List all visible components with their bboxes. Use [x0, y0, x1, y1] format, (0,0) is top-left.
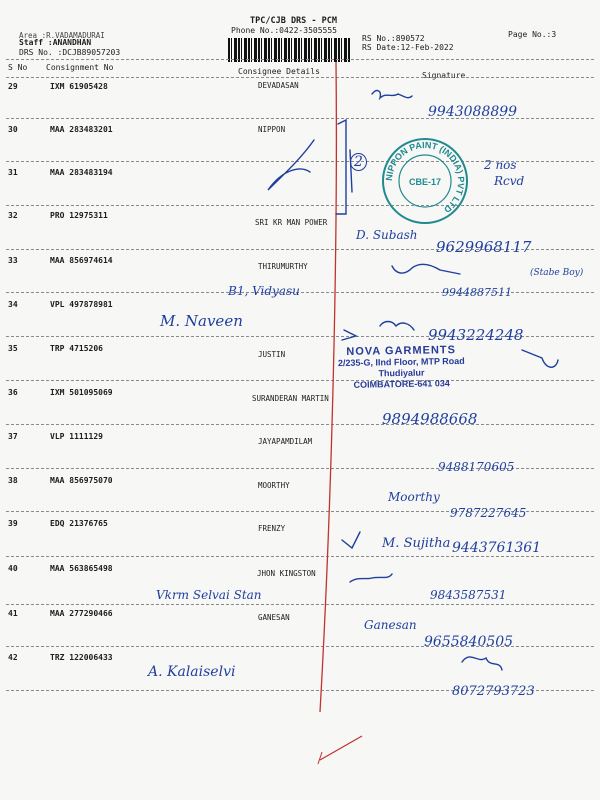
handwritten-phone: 9629968117: [436, 238, 532, 256]
row-39-consignee: FRENZY: [258, 524, 286, 533]
row-37-consignee: JAYAPAMDILAM: [258, 437, 313, 446]
row-42-sno: 42: [8, 653, 18, 662]
nippon-stamp: [380, 136, 470, 226]
handwritten-phone: 9787227645: [450, 506, 527, 520]
handwritten-name: Vkrm Selvai Stan: [156, 588, 262, 602]
row-34-sno: 34: [8, 300, 18, 309]
row-41-consignee: GANESAN: [258, 613, 290, 622]
row-29-sno: 29: [8, 82, 18, 91]
row-38-consignee: MOORTHY: [258, 481, 290, 490]
handwritten-phone: 9488170605: [438, 460, 515, 474]
row-32-consignee: SRI KR MAN POWER: [255, 218, 328, 227]
row-29-consignee: DEVADASAN: [258, 81, 299, 90]
staff-label: Staff :ANANDHAN: [19, 38, 92, 47]
col-signature: Signature: [422, 71, 466, 80]
handwritten-name: B1, Vidyasu: [228, 284, 300, 298]
row-30-sno: 30: [8, 125, 18, 134]
row-39-consignment: EDQ 21376765: [50, 519, 108, 528]
handwritten-phone: 9843587531: [430, 588, 507, 602]
phone-number: Phone No.:0422-3505555: [231, 26, 337, 35]
handwritten-phone: 9943088899: [428, 104, 518, 120]
handwritten-phone: 9894988668: [382, 410, 478, 428]
handwritten-name: Moorthy: [388, 490, 440, 504]
row-35-consignee: JUSTIN: [258, 350, 286, 359]
nippon-stamp-center: CBE-17: [408, 177, 442, 187]
row-37-sno: 37: [8, 432, 18, 441]
row-37-consignment: VLP 1111129: [50, 432, 103, 441]
document-title: TPC/CJB DRS - PCM: [250, 16, 337, 26]
handwritten-note: (Stabe Boy): [530, 268, 584, 278]
row-33-consignment: MAA 856974614: [50, 256, 113, 265]
row-36-sno: 36: [8, 388, 18, 397]
col-consignee: Consignee Details: [238, 67, 320, 76]
row-33-sno: 33: [8, 256, 18, 265]
row-41-consignment: MAA 277290466: [50, 609, 113, 618]
handwritten-note: Rcvd: [494, 174, 525, 188]
stamp-line: COIMBATORE-641 034: [353, 378, 450, 390]
row-41-sno: 41: [8, 609, 18, 618]
page-number: Page No.:3: [508, 30, 557, 39]
row-31-consignment: MAA 283483194: [50, 168, 113, 177]
handwritten-note: 2 nos: [484, 158, 517, 172]
rs-date: RS Date:12-Feb-2022: [362, 43, 454, 52]
nippon-stamp-ring-text: NIPPON PAINT (INDIA) PVT LTD: [383, 139, 467, 215]
row-32-consignment: PRO 12975311: [50, 211, 108, 220]
row-40-consignment: MAA 563865498: [50, 564, 113, 573]
row-34-consignment: VPL 497878981: [50, 300, 113, 309]
row-39-sno: 39: [8, 519, 18, 528]
stamp-line: Thudiyalur: [378, 367, 425, 379]
handwritten-name: M. Naveen: [160, 312, 243, 330]
row-36-consignee: SURANDERAN MARTIN: [252, 394, 329, 403]
handwritten-name: M. Sujitha: [382, 536, 451, 551]
row-38-consignment: MAA 856975070: [50, 476, 113, 485]
row-40-sno: 40: [8, 564, 18, 573]
handwritten-mark: 2: [350, 153, 367, 171]
row-33-consignee: THIRUMURTHY: [258, 262, 308, 271]
stamp-line: NOVA GARMENTS: [346, 344, 457, 358]
handwritten-phone: 9443761361: [452, 540, 542, 556]
row-35-sno: 35: [8, 344, 18, 353]
row-36-consignment: IXM 501095069: [50, 388, 113, 397]
row-35-consignment: TRP 4715206: [50, 344, 103, 353]
row-30-consignee: NIPPON: [258, 125, 286, 134]
rs-number: RS No.:890572: [362, 34, 425, 43]
row-30-consignment: MAA 283483201: [50, 125, 113, 134]
col-sno: S No: [8, 63, 28, 72]
handwritten-name: Ganesan: [364, 618, 417, 632]
row-32-sno: 32: [8, 211, 18, 220]
col-consignment: Consignment No: [46, 63, 114, 72]
drs-number: DRS No. :DCJB89057203: [19, 48, 121, 57]
row-29-consignment: IXM 61905428: [50, 82, 108, 91]
row-42-consignment: TRZ 122006433: [50, 653, 113, 662]
stamp-line: 2/235-G, IInd Floor, MTP Road: [337, 355, 465, 369]
handwritten-phone: 9943224248: [428, 326, 524, 344]
row-31-sno: 31: [8, 168, 18, 177]
handwritten-name: A. Kalaiselvi: [148, 664, 236, 680]
handwritten-phone: 9944887511: [442, 286, 512, 299]
handwritten-phone: 9655840505: [424, 634, 514, 650]
row-38-sno: 38: [8, 476, 18, 485]
handwritten-name: D. Subash: [356, 228, 418, 242]
row-40-consignee: JHON KINGSTON: [257, 569, 316, 578]
handwritten-phone: 8072793723: [452, 684, 535, 699]
nova-garments-stamp: [338, 345, 466, 391]
area-label: Area :R.VADAMADURAI: [19, 31, 105, 40]
